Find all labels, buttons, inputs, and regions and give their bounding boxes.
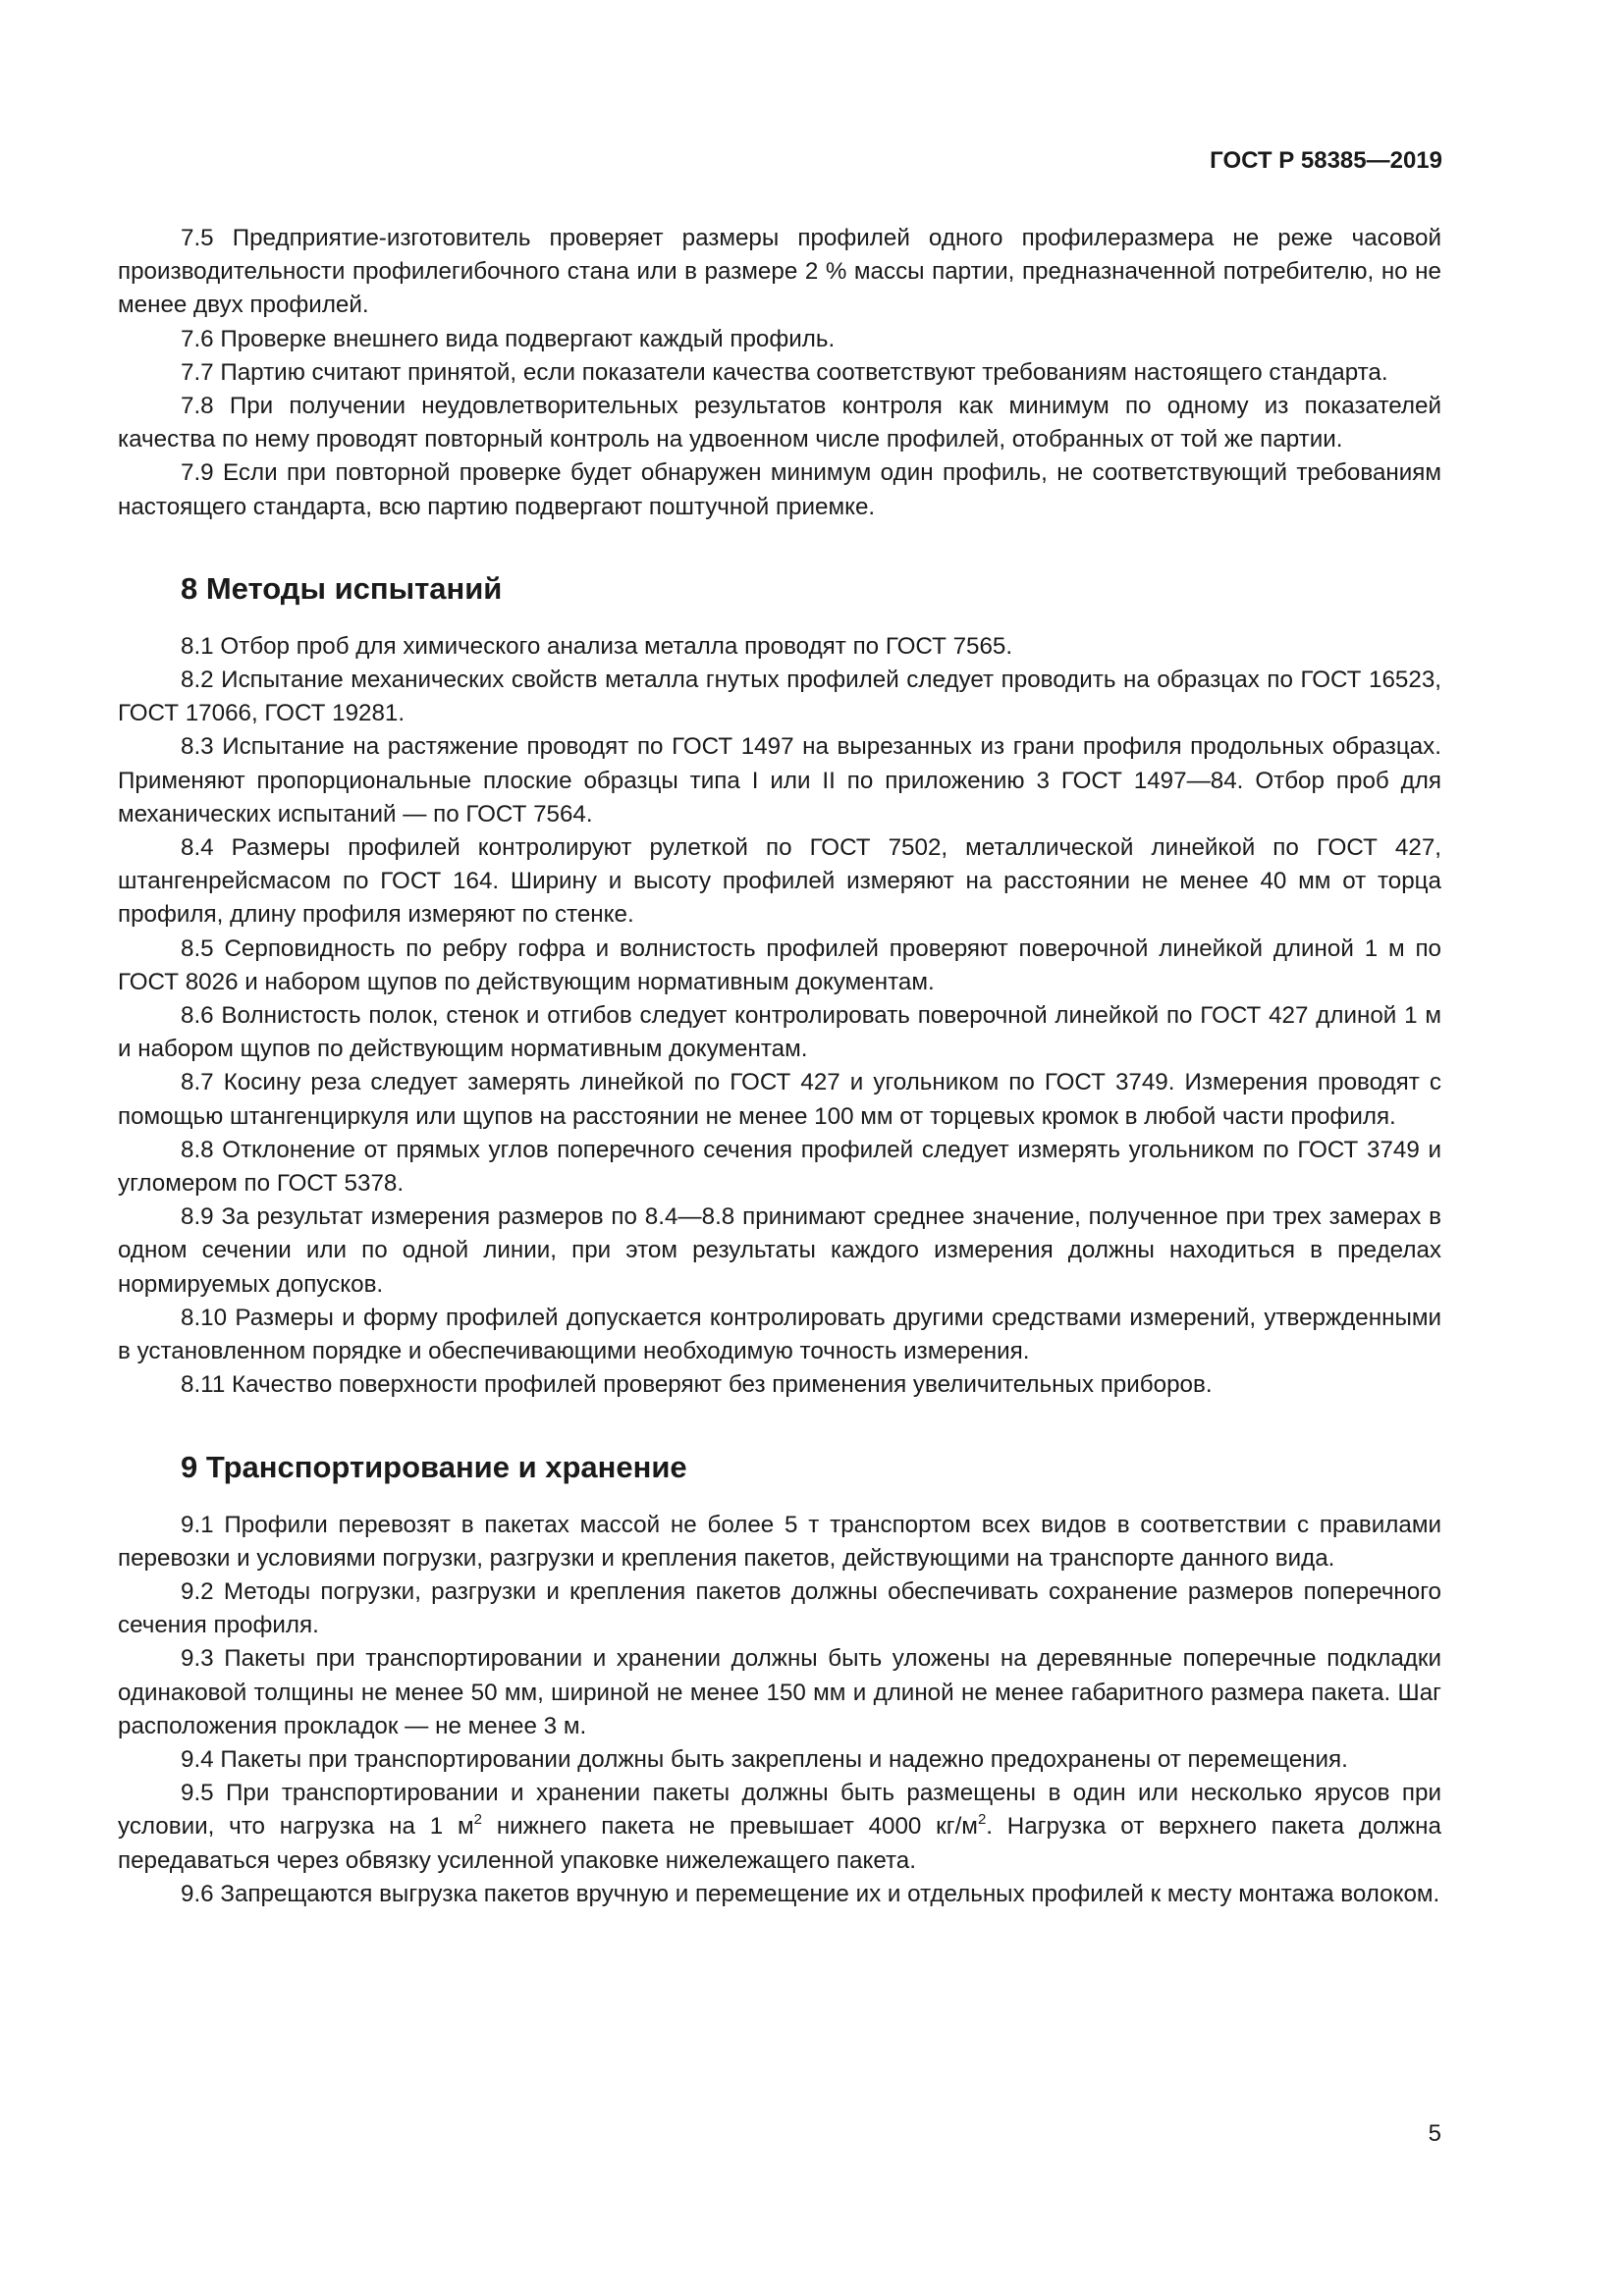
superscript-squared: 2 [977,1811,987,1829]
paragraph-9-1: 9.1 Профили перевозят в пакетах массой не более 5 т транспортом всех видов в соответствии с правилами перевозки и условиями погрузки, разгрузки и крепления пакетов, действующими на транспорте данного вида. [118,1511,1441,1572]
paragraph-7-6: 7.6 Проверке внешнего вида подвергают каждый профиль. [181,325,836,352]
section-9-heading: 9 Транспортирование и хранение [181,1449,687,1484]
paragraph-9-5 [118,1777,1441,1878]
document-body [118,222,1441,1911]
paragraph-8-3: 8.3 Испытание на растяжение проводят по ГОСТ 1497 на вырезанных из грани профиля продольных образцах. Применяют пропорциональные плоские образцы типа I или II по приложению 3 ГОСТ 1497—84. Отбор проб для механических испытаний — по ГОСТ 7564. [118,733,1441,828]
paragraph-9-6: 9.6 Запрещаются выгрузка пакетов вручную и перемещение их и отдельных профилей к месту монтажа волоком. [181,1880,1440,1907]
page-number: 5 [1428,2120,1441,2147]
paragraph-8-11: 8.11 Качество поверхности профилей проверяют без применения увеличительных приборов. [181,1371,1213,1399]
paragraph-8-7: 8.7 Косину реза следует замерять линейкой по ГОСТ 427 и угольником по ГОСТ 3749. Измерения проводят с помощью штангенциркуля или щупов на расстоянии не менее 100 мм от торцевых кромок в любой части профиля. [118,1069,1441,1130]
paragraph-7-7: 7.7 Партию считают принятой, если показатели качества соответствуют требованиям настоящего стандарта. [181,358,1388,386]
paragraph-7-8: 7.8 При получении неудовлетворительных результатов контроля как минимум по одному из показателей качества по нему проводят повторный контроль на удвоенном числе профилей, отобранных от той же партии. [118,393,1441,454]
paragraph-9-4: 9.4 Пакеты при транспортировании должны быть закреплены и надежно предохранены от перемещения. [181,1745,1348,1773]
paragraph-9-2: 9.2 Методы погрузки, разгрузки и крепления пакетов должны обеспечивать сохранение размеров поперечного сечения профиля. [118,1577,1441,1639]
paragraph-9-5-part-a: 9.5 При транспортировании и хранении пакеты должны быть размещены в один или несколько ярусов при условии, что нагрузка на 1 м [118,1780,1441,1841]
paragraph-7-9: 7.9 Если при повторной проверке будет обнаружен минимум один профиль, не соответствующий требованиям настоящего стандарта, всю партию подвергают поштучной приемке. [118,459,1441,520]
paragraph-8-8: 8.8 Отклонение от прямых углов поперечного сечения профилей следует измерять угольником по ГОСТ 3749 и угломером по ГОСТ 5378. [118,1136,1441,1198]
paragraph-8-2: 8.2 Испытание механических свойств металла гнутых профилей следует проводить на образцах по ГОСТ 16523, ГОСТ 17066, ГОСТ 19281. [118,667,1441,727]
paragraph-8-9: 8.9 За результат измерения размеров по 8.4—8.8 принимают среднее значение, полученное при трех замерах в одном сечении или по одной линии, при этом результаты каждого измерения должны находиться в пределах нормируемых допусков. [118,1203,1441,1298]
paragraph-8-1: 8.1 Отбор проб для химического анализа металла проводят по ГОСТ 7565. [181,632,1013,660]
paragraph-9-5-part-c: . Нагрузка от верхнего пакета должна передаваться через обвязку усиленной упаковке нижележащего пакета. [118,1813,1441,1874]
paragraph-9-3: 9.3 Пакеты при транспортировании и хранении должны быть уложены на деревянные поперечные подкладки одинаковой толщины не менее 50 мм, шириной не менее 150 мм и длиной не менее габаритного размера пакета. Шаг расположения прокладок — не менее 3 м. [118,1645,1441,1739]
superscript-squared: 2 [473,1811,483,1829]
paragraph-8-4: 8.4 Размеры профилей контролируют рулеткой по ГОСТ 7502, металлической линейкой по ГОСТ 427, штангенрейсмасом по ГОСТ 164. Ширину и высоту профилей измеряют на расстоянии не менее 40 мм от торца профиля, длину профиля измеряют по стенке. [118,834,1441,929]
paragraph-8-10: 8.10 Размеры и форму профилей допускается контролировать другими средствами измерений, утвержденными в установленном порядке и обеспечивающими необходимую точность измерения. [118,1304,1441,1365]
paragraph-7-5: 7.5 Предприятие-изготовитель проверяет размеры профилей одного профилеразмера не реже часовой производительности профилегибочного стана или в размере 2 % массы партии, предназначенной потребителю, но не менее двух профилей. [118,225,1441,319]
section-8-heading: 8 Методы испытаний [181,570,503,606]
paragraph-8-5: 8.5 Серповидность по ребру гофра и волнистость профилей проверяют поверочной линейкой длиной 1 м по ГОСТ 8026 и набором щупов по действующим нормативным документам. [118,934,1441,995]
paragraph-8-6: 8.6 Волнистость полок, стенок и отгибов следует контролировать поверочной линейкой по ГОСТ 427 длиной 1 м и набором щупов по действующим нормативным документам. [118,1002,1441,1063]
document-header: ГОСТ Р 58385—2019 [1210,147,1442,174]
paragraph-9-5-part-b: нижнего пакета не превышает 4000 кг/м [482,1813,978,1841]
